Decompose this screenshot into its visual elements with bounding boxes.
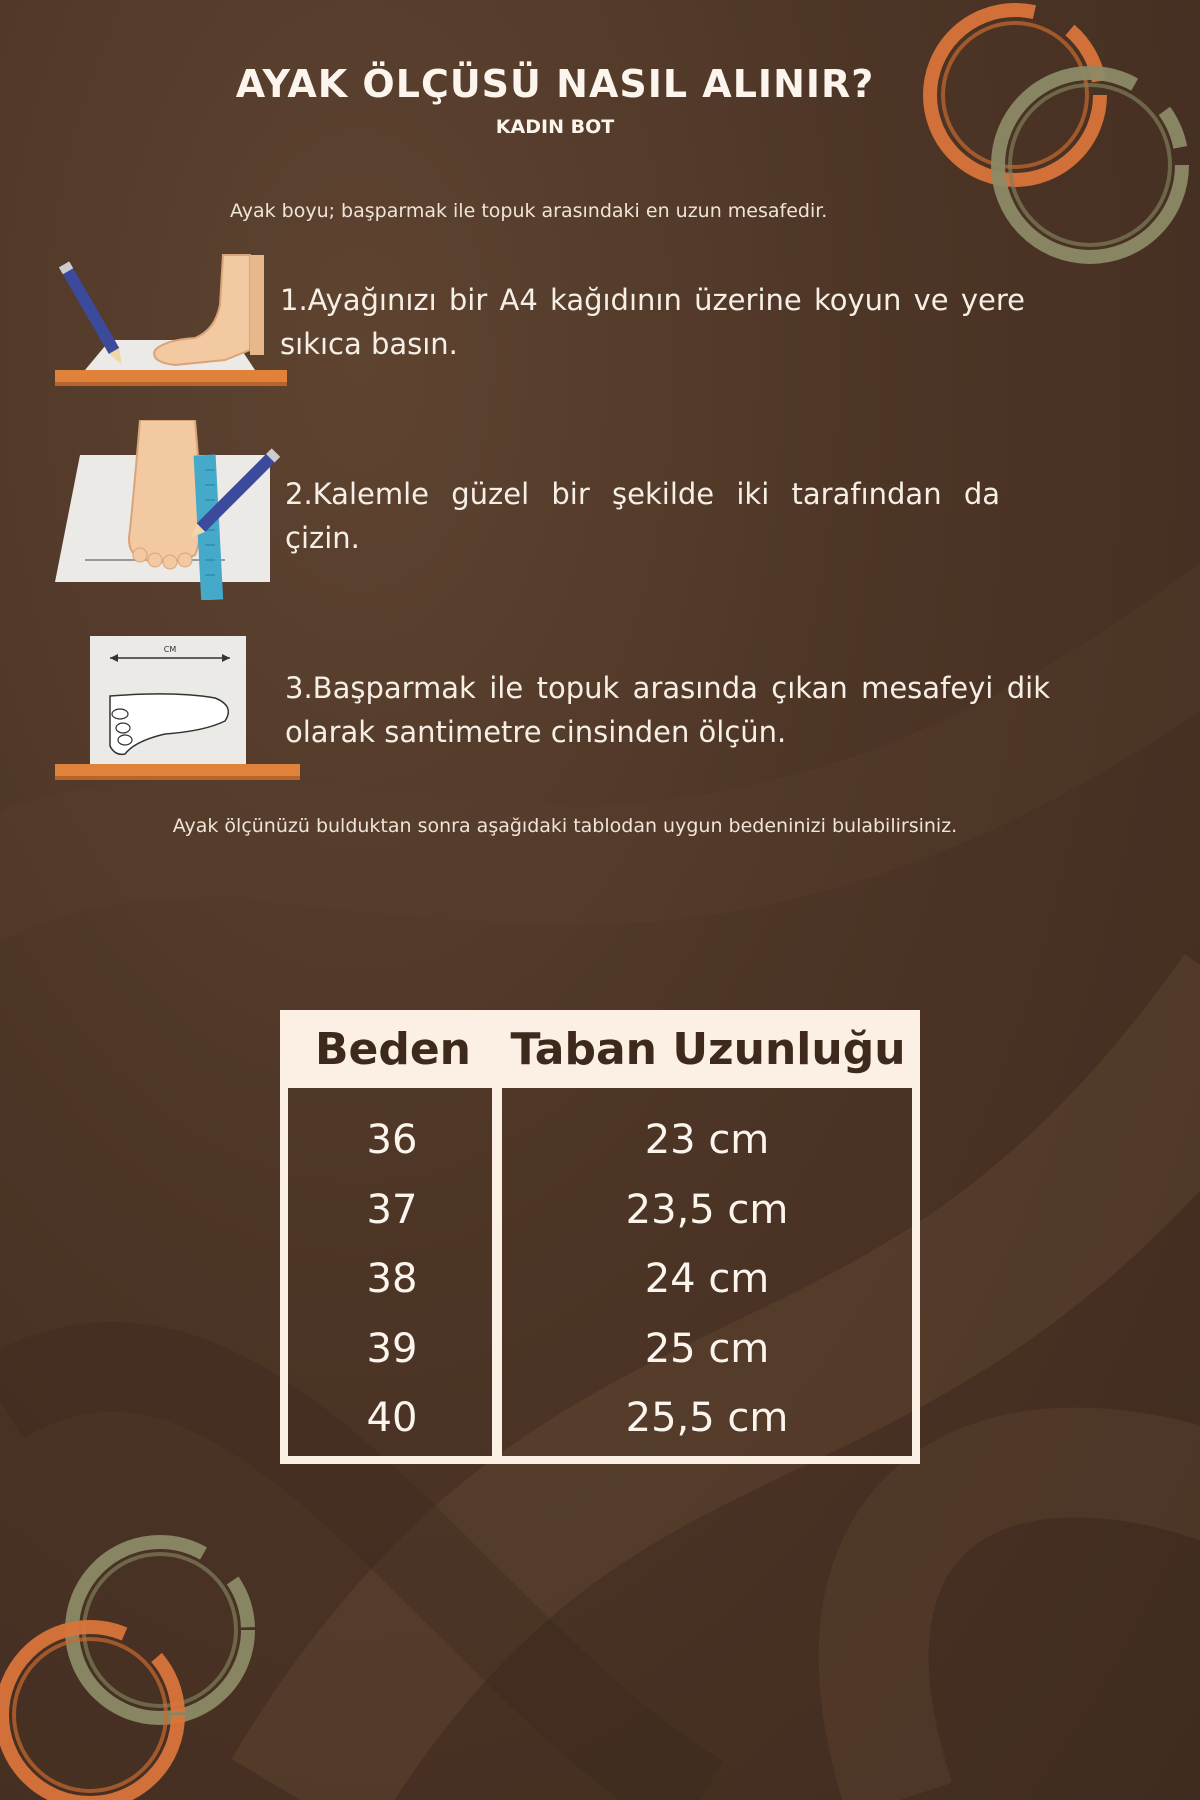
size-cell: 37	[366, 1186, 418, 1233]
size-cell: 40	[366, 1395, 418, 1441]
length-cell: 23,5 cm	[625, 1186, 789, 1233]
size-column	[292, 1110, 492, 1458]
size-note: Ayak ölçünüzü bulduktan sonra aşağıdaki tablodan uygun bedeninizi bulabilirsiniz.	[172, 815, 958, 837]
length-cell: 23 cm	[644, 1117, 770, 1163]
length-cell: 24 cm	[644, 1256, 770, 1302]
foot-measurement-icon	[55, 636, 300, 786]
page-subtitle: KADIN BOT	[495, 116, 615, 138]
table-divider	[492, 1088, 502, 1464]
header-length: Taban Uzunluğu	[510, 1024, 906, 1075]
foot-on-paper-icon	[55, 250, 287, 395]
step-2-text: 2.Kalemle güzel bir şekilde iki tarafından da çizin.	[285, 477, 1000, 555]
size-cell: 36	[366, 1117, 418, 1163]
step-3-text: 3.Başparmak ile topuk arasında çıkan mesafeyi dik olarak santimetre cinsinden ölçün.	[285, 671, 1050, 749]
svg-text:CM: CM	[163, 645, 177, 654]
foot-tracing-icon	[55, 420, 285, 600]
page-title: AYAK ÖLÇÜSÜ NASIL ALINIR?	[235, 62, 875, 106]
brush-circle-icon	[905, 0, 1200, 310]
intro-text: Ayak boyu; başparmak ile topuk arasındaki en uzun mesafedir.	[230, 200, 828, 222]
size-cell: 38	[366, 1256, 418, 1302]
length-cell: 25 cm	[644, 1325, 770, 1372]
header-size: Beden	[314, 1024, 472, 1075]
size-table	[280, 1010, 920, 1464]
size-cell: 39	[366, 1325, 418, 1372]
step-1-text: 1.Ayağınızı bir A4 kağıdının üzerine koyun ve yere sıkıca basın.	[280, 283, 1025, 361]
brush-circle-icon	[0, 1530, 270, 1800]
length-column	[502, 1110, 912, 1458]
length-cell: 25,5 cm	[625, 1395, 789, 1441]
